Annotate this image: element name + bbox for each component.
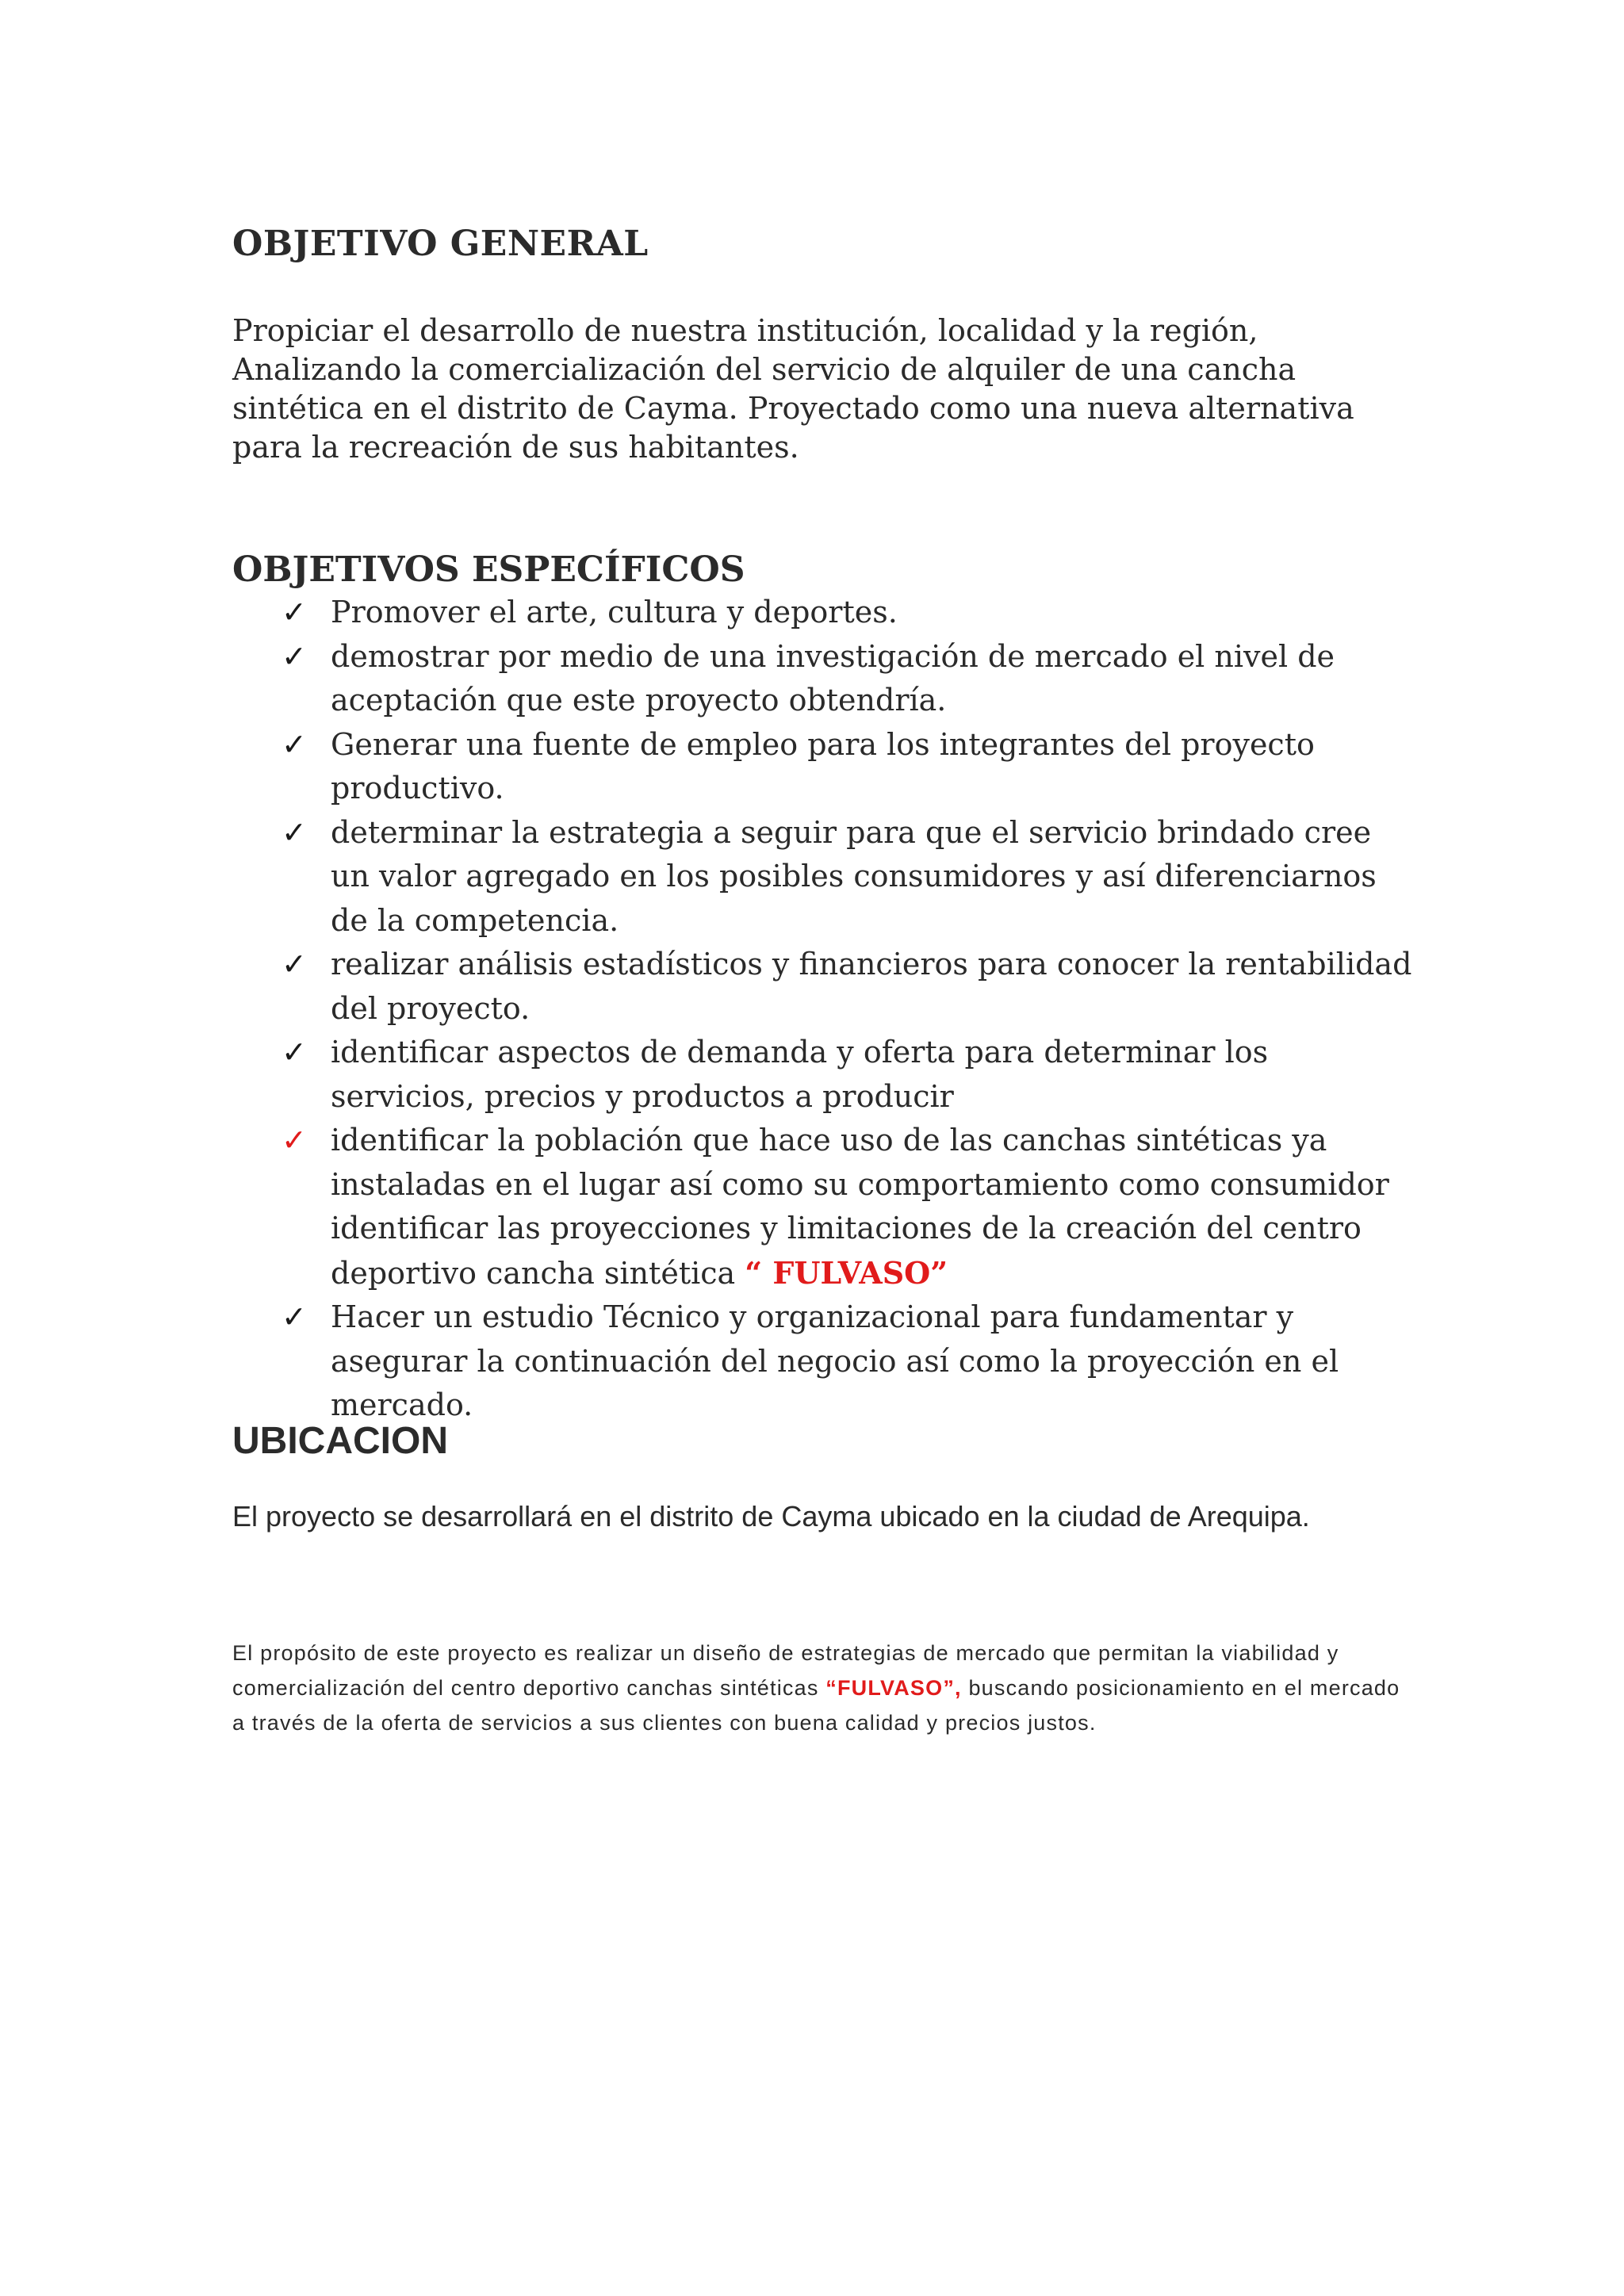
list-item [282, 1031, 1415, 1119]
list-item [282, 723, 1415, 811]
checkmark-icon: ✓ [282, 947, 307, 982]
ubicacion-paragraph: El proyecto se desarrollará en el distrito de Cayma ubicado en la ciudad de Arequipa. [232, 1500, 1310, 1533]
objetivos-especificos-list [282, 591, 1415, 1428]
list-item-text: realizar análisis estadísticos y financieros para conocer la rentabilidad del proyecto. [331, 947, 1412, 1026]
list-item-text: Hacer un estudio Técnico y organizacional para fundamentar y asegurar la continuación del negocio así como la proyección en el mercado. [331, 1299, 1339, 1422]
list-item [282, 811, 1415, 943]
brand-name: “ FULVASO” [745, 1254, 948, 1291]
proposito-paragraph [232, 1636, 1406, 1740]
list-item-text: identificar la población que hace uso de las canchas sintéticas ya instaladas en el lugar así como su comportamiento como consumidor identificar las proyecciones y limitaciones de la creación del centro deportivo cancha sintética [331, 1123, 1389, 1291]
checkmark-icon: ✓ [282, 1035, 307, 1070]
list-item [282, 635, 1415, 723]
checkmark-icon: ✓ [282, 814, 307, 850]
list-item-text: determinar la estrategia a seguir para que el servicio brindado cree un valor agregado en los posibles consumidores y así diferenciarnos de la competencia. [331, 814, 1377, 938]
checkmark-icon: ✓ [282, 1299, 307, 1334]
list-item [282, 591, 1415, 635]
checkmark-icon: ✓ [282, 638, 307, 674]
list-item-text: Promover el arte, cultura y deportes. [331, 595, 898, 629]
ubicacion-heading: UBICACION [232, 1420, 448, 1462]
list-item-text: demostrar por medio de una investigación de mercado el nivel de aceptación que este proyecto obtendría. [331, 638, 1335, 718]
list-item [282, 943, 1415, 1031]
list-item [282, 1295, 1415, 1428]
checkmark-icon: ✓ [282, 595, 307, 629]
proposito-text-before: El propósito de este proyecto es realizar un diseño de estrategias de mercado que permitan la viabilidad y comercialización del centro deportivo canchas sintéticas [232, 1641, 1339, 1700]
objetivo-general-paragraph: Propiciar el desarrollo de nuestra institución, localidad y la región, Analizando la comercialización del servicio de alquiler de una cancha sintética en el distrito de Cayma. Proyectado como una nueva alternativa para la recreación de sus habitantes. [232, 313, 1354, 465]
list-item-text: Generar una fuente de empleo para los integrantes del proyecto productivo. [331, 726, 1315, 806]
objetivos-especificos-heading: OBJETIVOS ESPECÍFICOS [232, 549, 745, 590]
checkmark-icon-highlighted: ✓ [282, 1123, 307, 1158]
list-item-text: identificar aspectos de demanda y oferta para determinar los servicios, precios y productos a producir [331, 1035, 1269, 1114]
brand-name: “FULVASO”, [825, 1676, 962, 1700]
checkmark-icon: ✓ [282, 726, 307, 762]
objetivo-general-heading: OBJETIVO GENERAL [232, 224, 649, 264]
list-item [282, 1119, 1415, 1295]
proposito-text-after: buscando posicionamiento en el mercado a través de la oferta de servicios a sus clientes con buena calidad y precios justos. [232, 1676, 1400, 1735]
